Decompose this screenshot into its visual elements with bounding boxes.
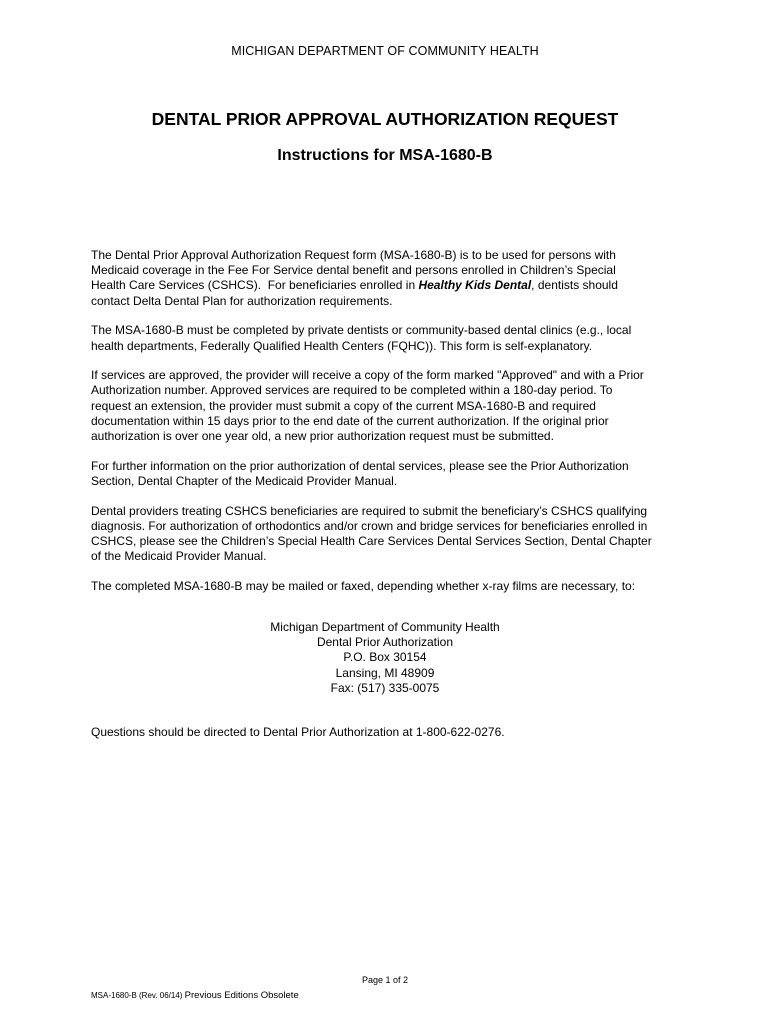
paragraph-line: CSHCS, please see the Children’s Special Health Care Services Dental Services Section, Dental Chapter [91,534,652,549]
paragraph-further-info [91,459,691,489]
paragraph-line: Medicaid coverage in the Fee For Service dental benefit and persons enrolled in Children’s Special [91,263,616,278]
healthy-kids-dental-emphasis: Healthy Kids Dental [418,278,532,293]
address-line: Dental Prior Authorization [316,635,454,650]
paragraph-line: request an extension, the provider must submit a copy of the current MSA-1680-B and required [91,398,596,413]
instructions-body [91,248,691,609]
paragraph-line: documentation within 15 days prior to the end date of the current authorization. If the original prior [91,413,609,428]
mailing-address [0,620,770,696]
fax-line: Fax: (517) 335-0075 [330,680,440,695]
paragraph-form-usage [91,248,691,309]
paragraph-mailing [91,579,691,594]
paragraph-line: of the Medicaid Provider Manual. [91,549,267,564]
paragraph-line: Dental providers treating CSHCS beneficiaries are required to submit the beneficiary’s CSHCS qualifying [91,503,648,518]
paragraph-line: health departments, Federally Qualified Health Centers (FQHC)). This form is self-explanatory. [91,338,593,353]
agency-name: MICHIGAN DEPARTMENT OF COMMUNITY HEALTH [231,44,539,58]
address-line: Lansing, MI 48909 [335,665,435,680]
paragraph-cshcs [91,504,691,565]
obsolete-notice: Previous Editions Obsolete [184,990,299,1001]
page-title: DENTAL PRIOR APPROVAL AUTHORIZATION REQUEST [151,109,619,129]
paragraph-approval [91,368,691,444]
address-line: Michigan Department of Community Health [270,620,500,634]
form-revision: MSA-1680-B (Rev. 06/14) [91,991,185,1000]
paragraph-line-with-emphasis [91,278,691,293]
paragraph-who-completes [91,323,691,353]
paragraph-line: If services are approved, the provider will receive a copy of the form marked "Approved" and with a Prior [91,368,644,383]
paragraph-line: diagnosis. For authorization of orthodontics and/or crown and bridge services for beneficiaries enrolled in [91,518,648,533]
page-subtitle: Instructions for MSA-1680-B [277,147,493,164]
paragraph-line: Section, Dental Chapter of the Medicaid Provider Manual. [91,473,398,488]
paragraph-line: For further information on the prior authorization of dental services, please see the Prior Authorization [91,458,629,473]
paragraph-line: Authorization number. Approved services are required to be completed within a 180-day period. To [91,383,613,398]
address-line: P.O. Box 30154 [343,650,427,665]
paragraph-line: The completed MSA-1680-B may be mailed or faxed, depending whether x-ray films are necessary, to: [91,578,636,593]
paragraph-line: The MSA-1680-B must be completed by private dentists or community-based dental clinics (e.g., local [91,323,632,338]
paragraph-line-tail: , dentists should [531,278,618,293]
paragraph-line: contact Delta Dental Plan for authorization requirements. [91,293,393,308]
paragraph-line: authorization is over one year old, a new prior authorization request must be submitted. [91,429,554,444]
form-number-footer [91,990,299,1001]
page-number: Page 1 of 2 [361,975,409,985]
questions-contact: Questions should be directed to Dental Prior Authorization at 1-800-622-0276. [91,725,505,739]
paragraph-line: Health Care Services (CSHCS). For beneficiaries enrolled in [91,278,419,293]
paragraph-line: The Dental Prior Approval Authorization Request form (MSA-1680-B) is to be used for persons with [91,248,616,262]
